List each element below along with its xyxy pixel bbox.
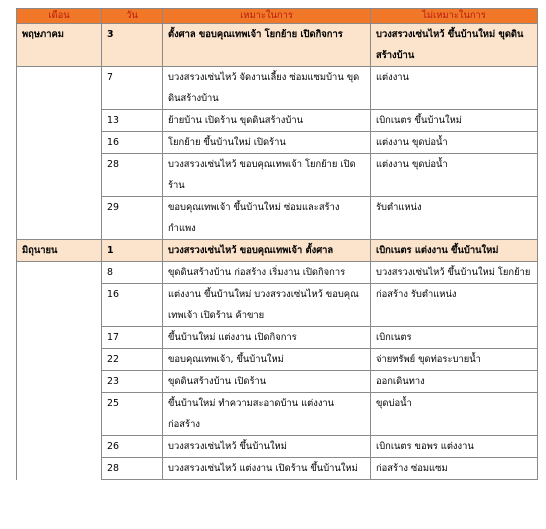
header-month: เดือน xyxy=(17,9,102,24)
cell-day: 1 xyxy=(102,240,163,262)
table-row xyxy=(17,393,538,436)
cell-unsuitable: แต่งงาน xyxy=(371,67,538,110)
table-row xyxy=(17,262,538,284)
cell-unsuitable: เบิกเนตร แต่งงาน ขึ้นบ้านใหม่ xyxy=(371,240,538,262)
header-day: วัน xyxy=(102,9,163,24)
cell-suitable: ขึ้นบ้านใหม่ แต่งงาน เปิดกิจการ xyxy=(163,327,371,349)
cell-suitable: แต่งงาน ขึ้นบ้านใหม่ บวงสรวงเซ่นไหว้ ขอบคุณเทพเจ้า เปิดร้าน ค้าขาย xyxy=(163,284,371,327)
table-row xyxy=(17,110,538,132)
table-row xyxy=(17,67,538,110)
cell-month xyxy=(17,349,102,371)
cell-month xyxy=(17,67,102,110)
cell-month: พฤษภาคม xyxy=(17,24,102,67)
cell-unsuitable: จ่ายทรัพย์ ขุดท่อระบายน้ำ xyxy=(371,349,538,371)
cell-suitable: ย้ายบ้าน เปิดร้าน ขุดดินสร้างบ้าน xyxy=(163,110,371,132)
cell-suitable: ตั้งศาล ขอบคุณเทพเจ้า โยกย้าย เปิดกิจการ xyxy=(163,24,371,67)
cell-day: 16 xyxy=(102,284,163,327)
cell-day: 17 xyxy=(102,327,163,349)
cell-unsuitable: เบิกเนตร ขึ้นบ้านใหม่ xyxy=(371,110,538,132)
cell-month xyxy=(17,371,102,393)
cell-day: 22 xyxy=(102,349,163,371)
cell-suitable: ขอบคุณเทพเจ้า, ขึ้นบ้านใหม่ xyxy=(163,349,371,371)
cell-day: 28 xyxy=(102,154,163,197)
cell-suitable: ขุดดินสร้างบ้าน เปิดร้าน xyxy=(163,371,371,393)
cell-suitable: บวงสรวงเซ่นไหว้ ขึ้นบ้านใหม่ xyxy=(163,436,371,458)
table-row xyxy=(17,436,538,458)
table-row xyxy=(17,132,538,154)
header-unsuitable: ไม่เหมาะในการ xyxy=(371,9,538,24)
cell-month xyxy=(17,110,102,132)
cell-day: 28 xyxy=(102,458,163,480)
table-row-month-start xyxy=(17,240,538,262)
cell-day: 3 xyxy=(102,24,163,67)
cell-unsuitable: รับตำแหน่ง xyxy=(371,197,538,240)
table-row xyxy=(17,197,538,240)
header-suitable: เหมาะในการ xyxy=(163,9,371,24)
cell-month: มิถุนายน xyxy=(17,240,102,262)
cell-unsuitable: แต่งงาน ขุดบ่อน้ำ xyxy=(371,154,538,197)
cell-suitable: บวงสรวงเซ่นไหว้ ขอบคุณเทพเจ้า โยกย้าย เปิดร้าน xyxy=(163,154,371,197)
cell-unsuitable: บวงสรวงเซ่นไหว้ ขึ้นบ้านใหม่ โยกย้าย xyxy=(371,262,538,284)
cell-unsuitable: ก่อสร้าง รับตำแหน่ง xyxy=(371,284,538,327)
cell-day: 23 xyxy=(102,371,163,393)
cell-suitable: ขอบคุณเทพเจ้า ขึ้นบ้านใหม่ ซ่อมและสร้างกำแพง xyxy=(163,197,371,240)
cell-suitable: ขึ้นบ้านใหม่ ทำความสะอาดบ้าน แต่งงาน ก่อสร้าง xyxy=(163,393,371,436)
cell-unsuitable: ออกเดินทาง xyxy=(371,371,538,393)
cell-month xyxy=(17,262,102,284)
cell-day: 8 xyxy=(102,262,163,284)
cell-month xyxy=(17,284,102,327)
cell-suitable: โยกย้าย ขึ้นบ้านใหม่ เปิดร้าน xyxy=(163,132,371,154)
cell-month xyxy=(17,327,102,349)
cell-month xyxy=(17,197,102,240)
table-row xyxy=(17,327,538,349)
cell-day: 26 xyxy=(102,436,163,458)
cell-month xyxy=(17,436,102,458)
cell-suitable: บวงสรวงเซ่นไหว้ จัดงานเลี้ยง ซ่อมแซมบ้าน ขุดดินสร้างบ้าน xyxy=(163,67,371,110)
cell-day: 25 xyxy=(102,393,163,436)
cell-unsuitable: ขุดบ่อน้ำ xyxy=(371,393,538,436)
cell-month xyxy=(17,458,102,480)
cell-unsuitable: บวงสรวงเซ่นไหว้ ขึ้นบ้านใหม่ ขุดดินสร้างบ้าน xyxy=(371,24,538,67)
cell-unsuitable: เบิกเนตร ขอพร แต่งงาน xyxy=(371,436,538,458)
cell-day: 7 xyxy=(102,67,163,110)
cell-month xyxy=(17,393,102,436)
cell-unsuitable: เบิกเนตร xyxy=(371,327,538,349)
cell-month xyxy=(17,154,102,197)
cell-day: 13 xyxy=(102,110,163,132)
cell-month xyxy=(17,132,102,154)
table-row xyxy=(17,349,538,371)
table-row xyxy=(17,284,538,327)
cell-suitable: บวงสรวงเซ่นไหว้ ขอบคุณเทพเจ้า ตั้งศาล xyxy=(163,240,371,262)
cell-unsuitable: แต่งงาน ขุดบ่อน้ำ xyxy=(371,132,538,154)
table-row xyxy=(17,154,538,197)
auspicious-days-table xyxy=(16,8,538,480)
cell-unsuitable: ก่อสร้าง ซ่อมแซม xyxy=(371,458,538,480)
cell-suitable: บวงสรวงเซ่นไหว้ แต่งงาน เปิดร้าน ขึ้นบ้านใหม่ xyxy=(163,458,371,480)
cell-day: 29 xyxy=(102,197,163,240)
table-row xyxy=(17,371,538,393)
table-body xyxy=(17,24,538,480)
table-header-row xyxy=(17,9,538,24)
auspicious-days-table-container xyxy=(16,8,537,480)
cell-day: 16 xyxy=(102,132,163,154)
table-row xyxy=(17,458,538,480)
table-row-month-start xyxy=(17,24,538,67)
cell-suitable: ขุดดินสร้างบ้าน ก่อสร้าง เริ่มงาน เปิดกิจการ xyxy=(163,262,371,284)
